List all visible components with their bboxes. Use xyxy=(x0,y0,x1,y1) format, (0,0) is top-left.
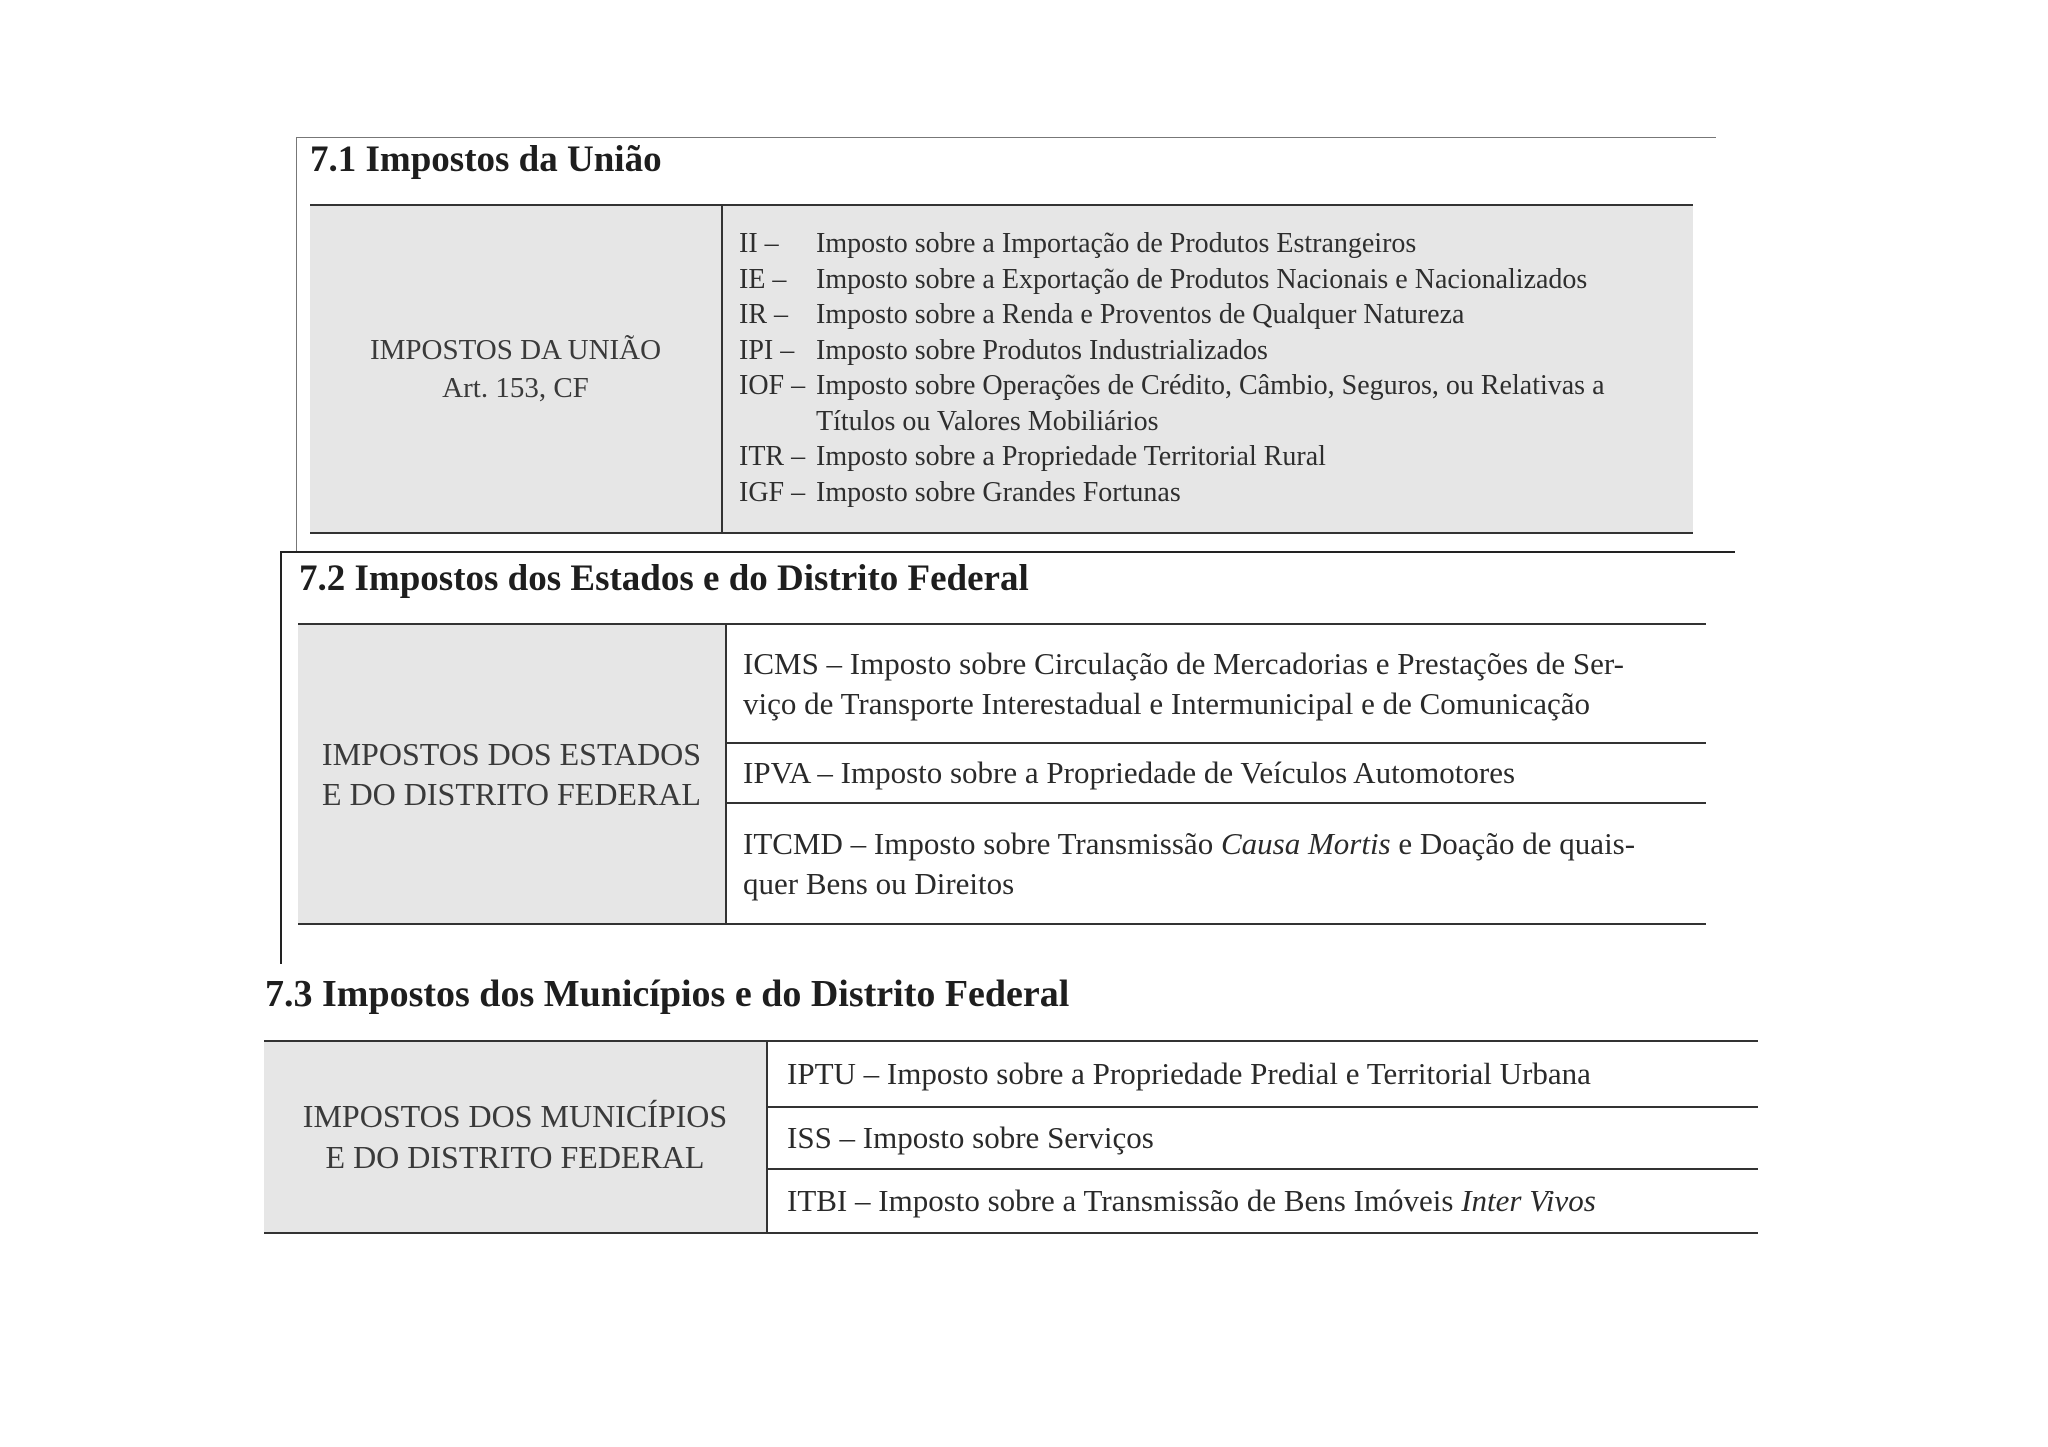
tax-description: Imposto sobre a Propriedade Territorial Rural xyxy=(816,441,1326,472)
itcmd-suffix: e Doação de quais- xyxy=(1390,825,1636,861)
left-cell-label-line2: E DO DISTRITO FEDERAL xyxy=(322,776,701,812)
itcmd-prefix: ITCMD – Imposto sobre Transmissão xyxy=(743,825,1221,861)
tax-code: IGF – xyxy=(739,476,806,508)
tax-description-line2: Títulos ou Valores Mobiliários xyxy=(816,405,1159,437)
tax-code: IOF – xyxy=(739,370,806,401)
section-title-municipios: 7.3 Impostos dos Municípios e do Distrito Federal xyxy=(265,973,1070,1015)
table-row-iptu: IPTU – Imposto sobre a Propriedade Predial e Territorial Urbana xyxy=(768,1042,1758,1108)
table-row-itbi xyxy=(768,1170,1758,1232)
itbi-prefix: ITBI – Imposto sobre a Transmissão de Bens Imóveis xyxy=(787,1183,1462,1218)
icms-line2: viço de Transporte Interestadual e Intermunicipal e de Comunicação xyxy=(743,685,1591,721)
table-left-cell xyxy=(264,1042,768,1232)
list-item xyxy=(723,475,1693,511)
itbi-italic: Inter Vivos xyxy=(1461,1183,1596,1218)
section1-frame-left xyxy=(296,137,297,552)
table-left-cell xyxy=(310,206,723,532)
tax-description: Imposto sobre Grandes Fortunas xyxy=(816,476,1181,508)
tax-code: IPI – xyxy=(739,334,795,366)
tax-code: IR – xyxy=(739,299,788,330)
table-row-itcmd xyxy=(727,804,1706,923)
table-row-ipva xyxy=(727,744,1706,804)
tax-list xyxy=(723,206,1693,532)
itcmd-italic: Causa Mortis xyxy=(1220,825,1391,861)
section2-frame-left xyxy=(280,551,282,964)
tax-rows xyxy=(727,625,1706,923)
list-item xyxy=(723,439,1693,475)
tax-description: Imposto sobre a Importação de Produtos Estrangeiros xyxy=(816,228,1417,259)
ipva-text: IPVA – Imposto sobre a Propriedade de Veículos Automotores xyxy=(743,755,1516,790)
section-title-estados: 7.2 Impostos dos Estados e do Distrito Federal xyxy=(299,558,1029,599)
list-item xyxy=(723,262,1693,298)
list-item xyxy=(723,297,1693,333)
section2-frame-top xyxy=(280,551,1735,553)
left-cell-label: IMPOSTOS DA UNIÃO xyxy=(369,334,662,366)
table-left-cell xyxy=(298,625,727,923)
section-title-uniao: 7.1 Impostos da União xyxy=(310,139,662,180)
itcmd-line1 xyxy=(743,824,1706,864)
tax-description-line1: Imposto sobre Operações de Crédito, Câmbio, Seguros, ou Relativas a xyxy=(816,370,1605,401)
tax-code: IE – xyxy=(739,263,787,295)
tax-description: Imposto sobre a Renda e Proventos de Qualquer Natureza xyxy=(816,299,1465,330)
list-item xyxy=(723,226,1693,262)
table-row-iss: ISS – Imposto sobre Serviços xyxy=(768,1108,1758,1170)
icms-line1: ICMS – Imposto sobre Circulação de Mercadorias e Prestações de Ser- xyxy=(743,645,1624,681)
itcmd-line2: quer Bens ou Direitos xyxy=(743,865,1015,901)
left-cell-sublabel: Art. 153, CF xyxy=(442,372,589,404)
tax-description xyxy=(816,368,1605,439)
left-cell-label-line1: IMPOSTOS DOS MUNICÍPIOS xyxy=(302,1098,728,1134)
left-cell-label-line2: E DO DISTRITO FEDERAL xyxy=(325,1139,705,1175)
list-item xyxy=(723,368,1693,439)
left-cell-label-line1: IMPOSTOS DOS ESTADOS xyxy=(321,736,702,772)
tax-rows xyxy=(768,1042,1758,1232)
tax-code: ITR – xyxy=(739,441,806,472)
table-impostos-uniao xyxy=(310,204,1693,534)
tax-description: Imposto sobre a Exportação de Produtos Nacionais e Nacionalizados xyxy=(816,263,1588,295)
tax-description: Imposto sobre Produtos Industrializados xyxy=(816,334,1268,366)
list-item xyxy=(723,333,1693,369)
table-row-icms xyxy=(727,625,1706,744)
table-impostos-estados xyxy=(298,623,1706,925)
table-impostos-municipios xyxy=(264,1040,1758,1234)
tax-code: II – xyxy=(739,228,779,259)
